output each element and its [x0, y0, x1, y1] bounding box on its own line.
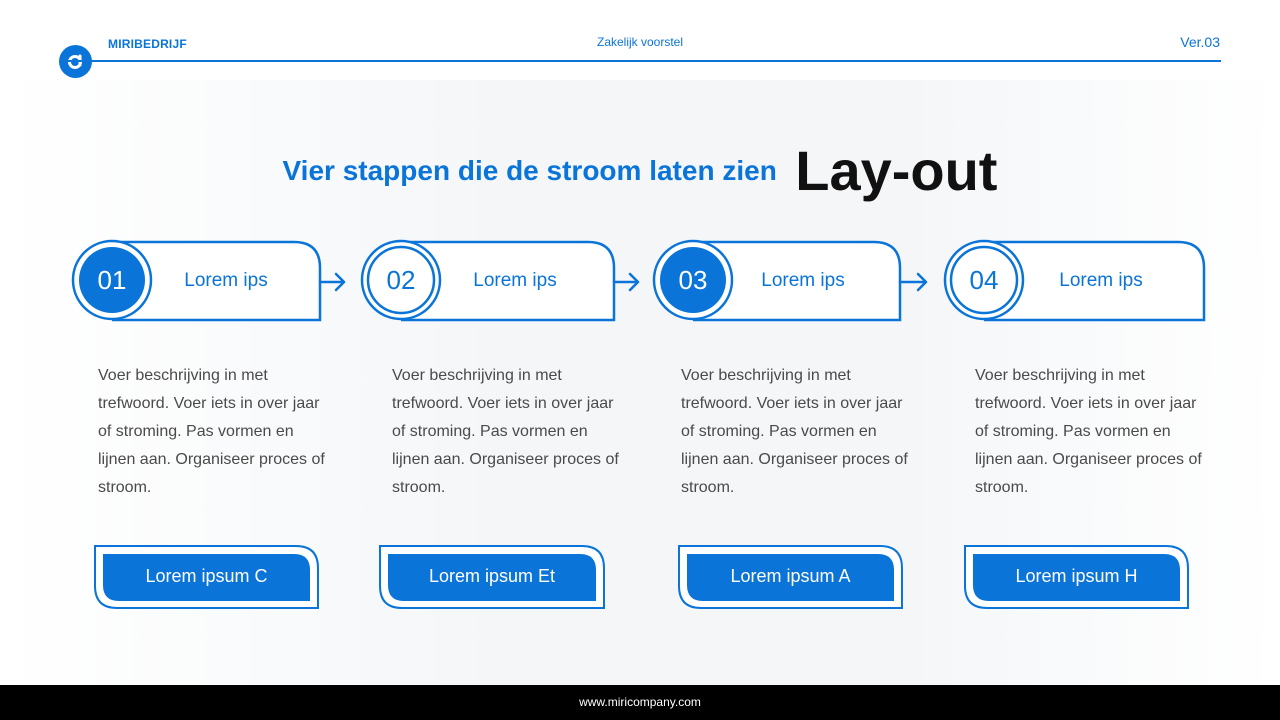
step-2-description: Voer beschrijving in met trefwoord. Voer iets in over jaar of stroming. Pas vormen en lijnen aan. Organiseer proces of stroom. [392, 367, 619, 496]
step-3-description: Voer beschrijving in met trefwoord. Voer iets in over jaar of stroming. Pas vormen en lijnen aan. Organiseer proces of stroom. [681, 367, 908, 496]
page-title: Lay-out [795, 139, 998, 202]
version-label: Ver.03 [1180, 34, 1220, 50]
step-1-label: Lorem ips [184, 270, 268, 291]
step-1-description: Voer beschrijving in met trefwoord. Voer iets in over jaar of stroming. Pas vormen en lijnen aan. Organiseer proces of stroom. [98, 367, 325, 496]
footer-bar [0, 685, 1280, 720]
step-2-button-label[interactable]: Lorem ipsum Et [428, 566, 556, 586]
arrow-right-icon [614, 274, 638, 290]
step-2-label: Lorem ips [473, 270, 557, 291]
document-title: Zakelijk voorstel [596, 35, 684, 49]
step-4-description: Voer beschrijving in met trefwoord. Voer iets in over jaar of stroming. Pas vormen en lijnen aan. Organiseer proces of stroom. [975, 367, 1202, 496]
subtitle: Vier stappen die de stroom laten zien [282, 154, 777, 186]
step-3-label: Lorem ips [761, 270, 845, 291]
footer-url[interactable]: www.miricompany.com [579, 695, 701, 709]
step-1-button-label[interactable]: Lorem ipsum C [145, 566, 268, 586]
arrow-right-icon [320, 274, 344, 290]
arrow-right-icon [900, 274, 926, 290]
brand-name: MIRIBEDRIJF [108, 37, 187, 51]
step-4-button-label[interactable]: Lorem ipsum H [1015, 566, 1138, 586]
step-4-number: 04 [969, 265, 999, 295]
step-4-label: Lorem ips [1059, 270, 1143, 291]
step-2-number: 02 [386, 265, 416, 295]
step-3-button-label[interactable]: Lorem ipsum A [730, 566, 851, 586]
step-1-number: 01 [97, 265, 127, 295]
step-3-number: 03 [678, 265, 708, 295]
